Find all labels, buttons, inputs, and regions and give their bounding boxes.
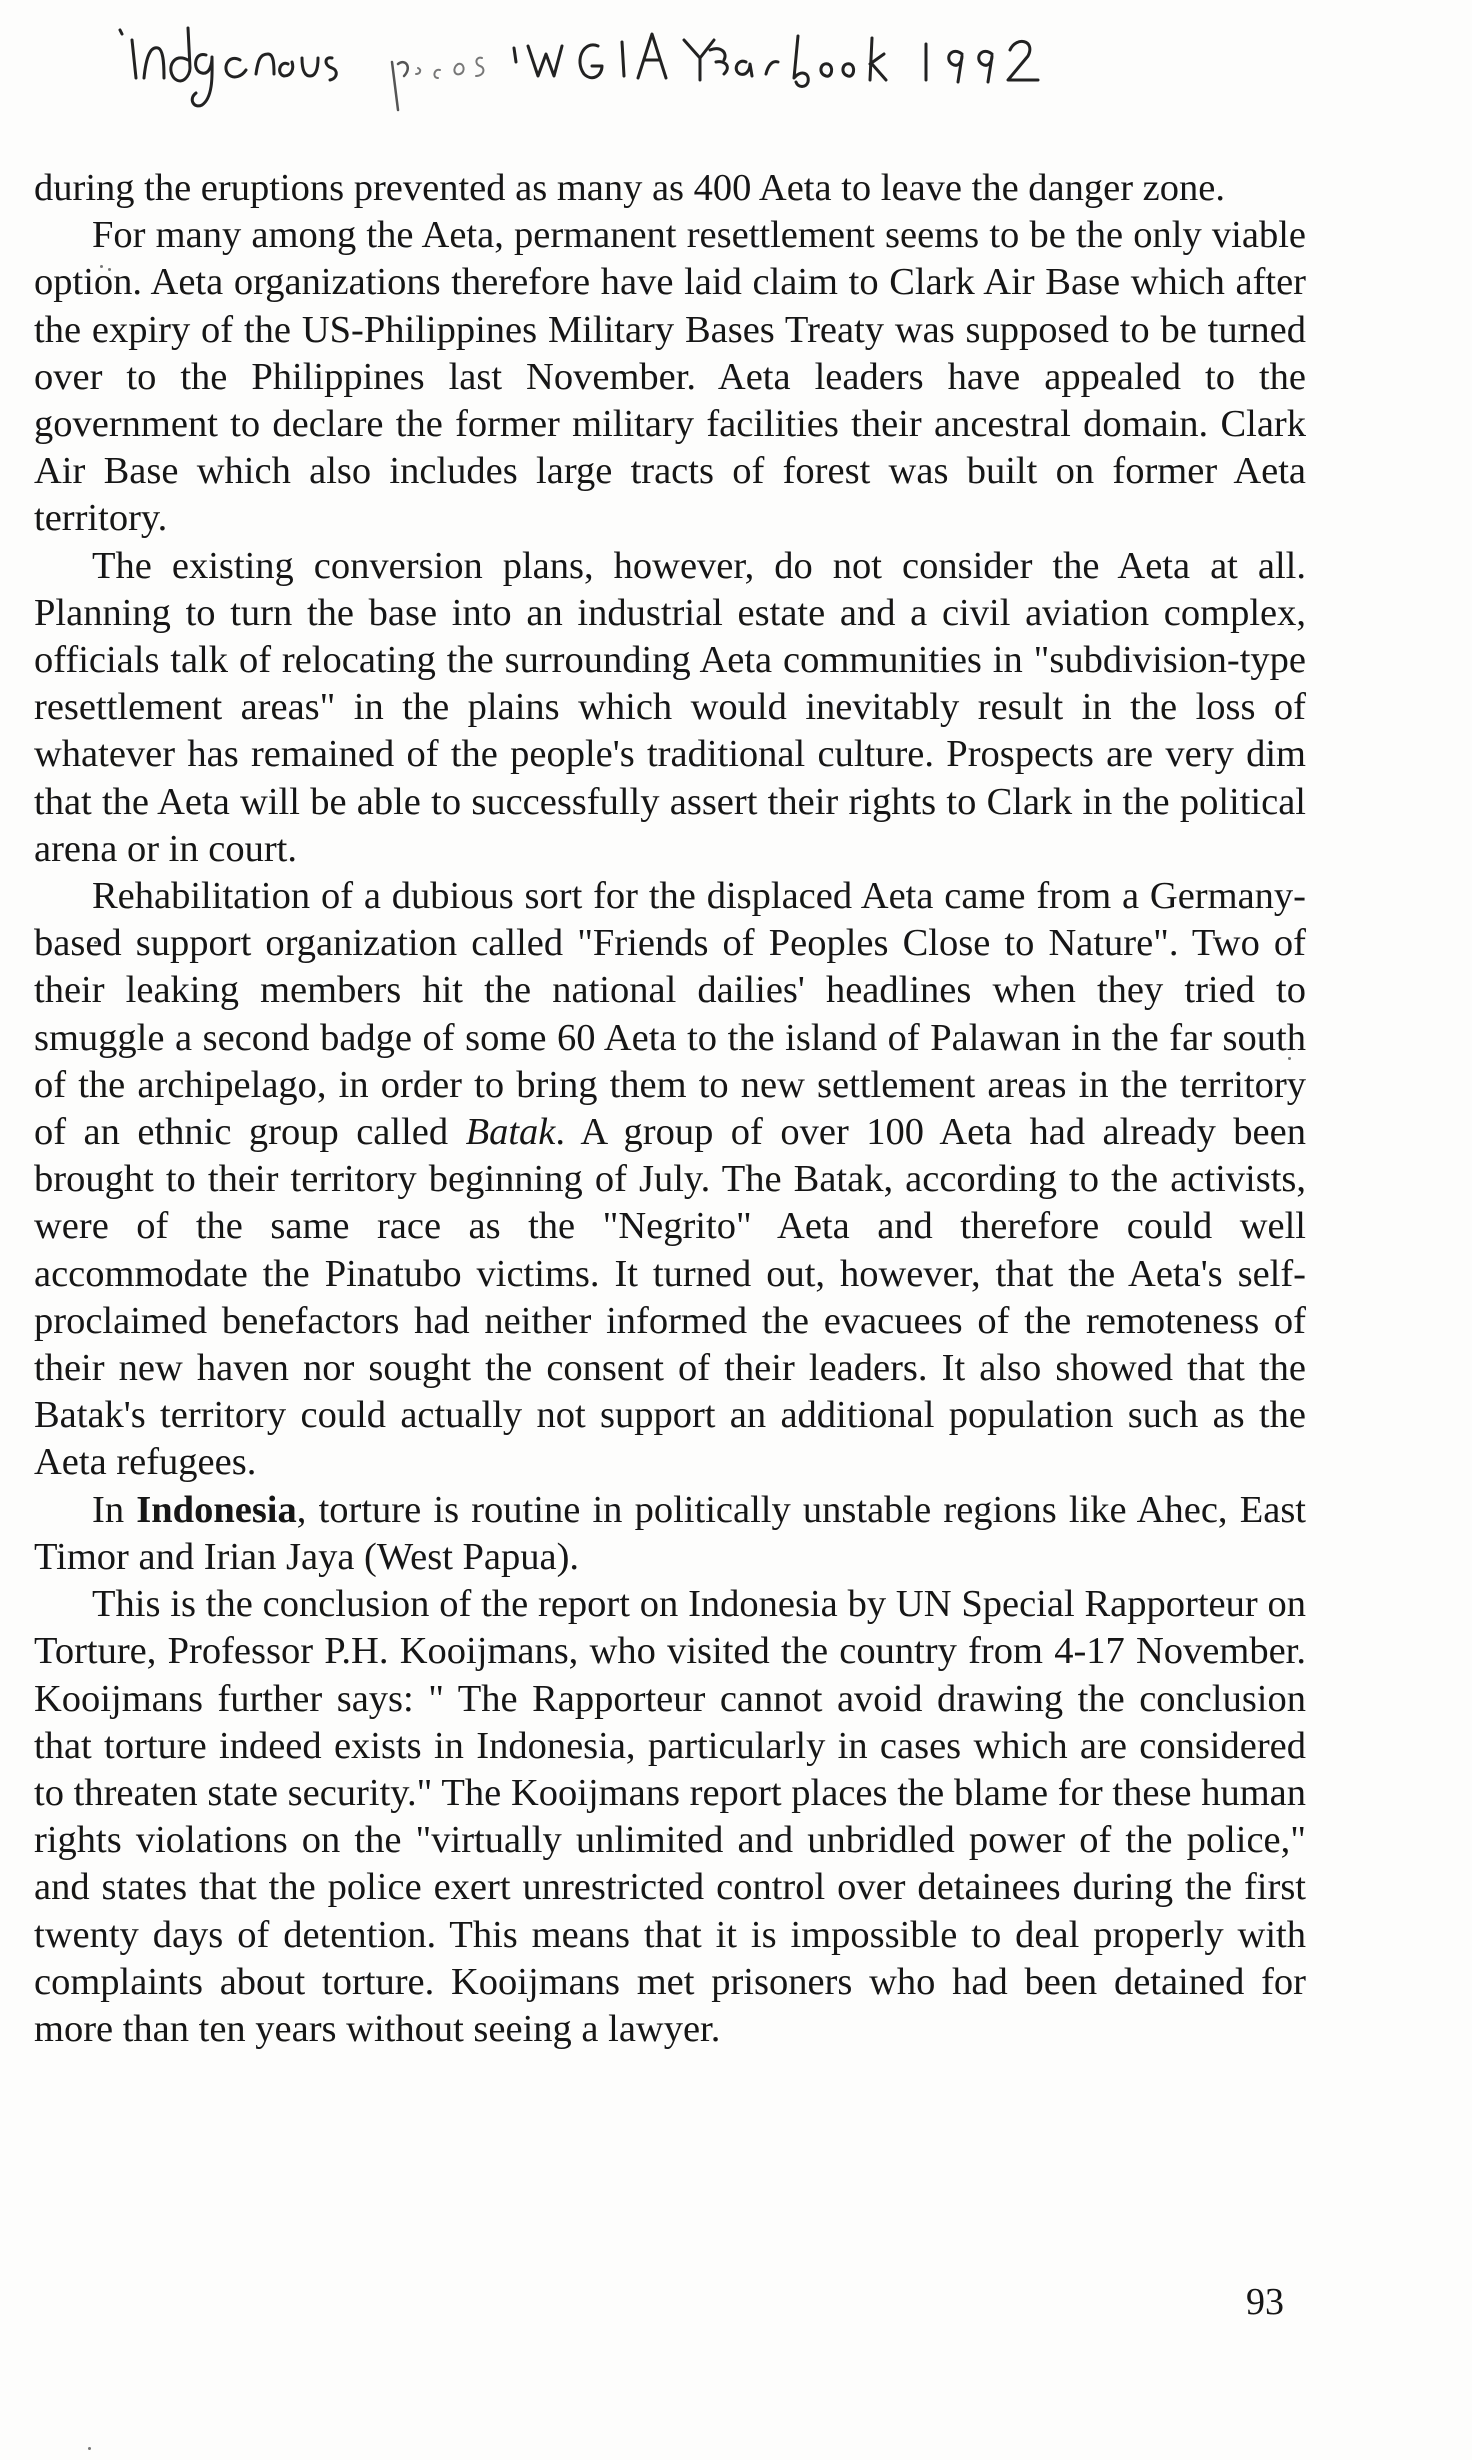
paragraph bbox=[34, 873, 1306, 1487]
paragraph-text: , torture is routine in politically unstable regions like Ahec, East Timor and Irian Jaya (West Papua). bbox=[34, 1488, 1307, 1578]
paragraph: during the eruptions prevented as many as 400 Aeta to leave the danger zone. bbox=[34, 167, 1225, 209]
country-heading: Indonesia bbox=[136, 1488, 297, 1531]
handwritten-annotation-text: Indigenous peoples IWGIA Yearbook 1992 bbox=[110, 140, 128, 141]
paragraph-text: . A group of over 100 Aeta had already been brought to their territory beginning of July. The Batak, according to the activists, were of the same race as the "Negrito" Aeta and therefore could well accommodate the Pinatubo victims. It turned out, however, that the Aeta's self-proclaimed benefactors had neither informed the evacuees of the remoteness of their new haven nor sought the consent of their leaders. It also showed that the Batak's territory could actually not support an additional population such as the Aeta refugees. bbox=[34, 1111, 1306, 1484]
paragraph-text: Rehabilitation of a dubious sort for the displaced Aeta came from a Germany-based support organization called "Friends of Peoples Close to Nature". Two of their leaking members hit the national dailies' headlines when they tried to smuggle a second badge of some 60 Aeta to the island of Palawan in the far south of the archipelago, in order to bring them to new settlement areas in the territory of an ethnic group called bbox=[34, 875, 1306, 1154]
scan-speck bbox=[88, 2447, 91, 2450]
paragraph-text: In bbox=[92, 1488, 137, 1531]
handwritten-annotation bbox=[110, 0, 1410, 150]
paragraph: For many among the Aeta, permanent resettlement seems to be the only viable option. Aeta organizations therefore have laid claim to Clark Air Base which after the expiry of the US-Philippines Military Bases Treaty was supposed to be turned over to the Philippines last November. Aeta leaders have appealed to the government to declare the former military facilities their ancestral domain. Clark Air Base which also includes large tracts of forest was built on former Aeta territory. bbox=[34, 214, 1306, 540]
body-text bbox=[34, 165, 1306, 2053]
page-number: 93 bbox=[1246, 2281, 1284, 2323]
paragraph bbox=[34, 1487, 1306, 1581]
paragraph: The existing conversion plans, however, do not consider the Aeta at all. Planning to turn the base into an industrial estate and a civil aviation complex, officials talk of relocating the surrounding Aeta communities in "subdivision-type resettlement areas" in the plains which would inevitably result in the loss of whatever has remained of the people's traditional culture. Prospects are very dim that the Aeta will be able to successfully assert their rights to Clark in the political arena or in court. bbox=[34, 544, 1306, 870]
italic-term: Batak bbox=[465, 1111, 556, 1154]
paragraph: This is the conclusion of the report on Indonesia by UN Special Rapporteur on Torture, Professor P.H. Kooijmans, who visited the country from 4-17 November. Kooijmans further says: " The Rapporteur cannot avoid drawing the conclusion that torture indeed exists in Indonesia, particularly in cases which are considered to threaten state security." The Kooijmans report places the blame for these human rights violations on the "virtually unlimited and unbridled power of the police," and states that the police exert unrestricted control over detainees during the first twenty days of detention. This means that it is impossible to deal properly with complaints about torture. Kooijmans met prisoners who had been detained for more than ten years without seeing a lawyer. bbox=[34, 1583, 1306, 2050]
